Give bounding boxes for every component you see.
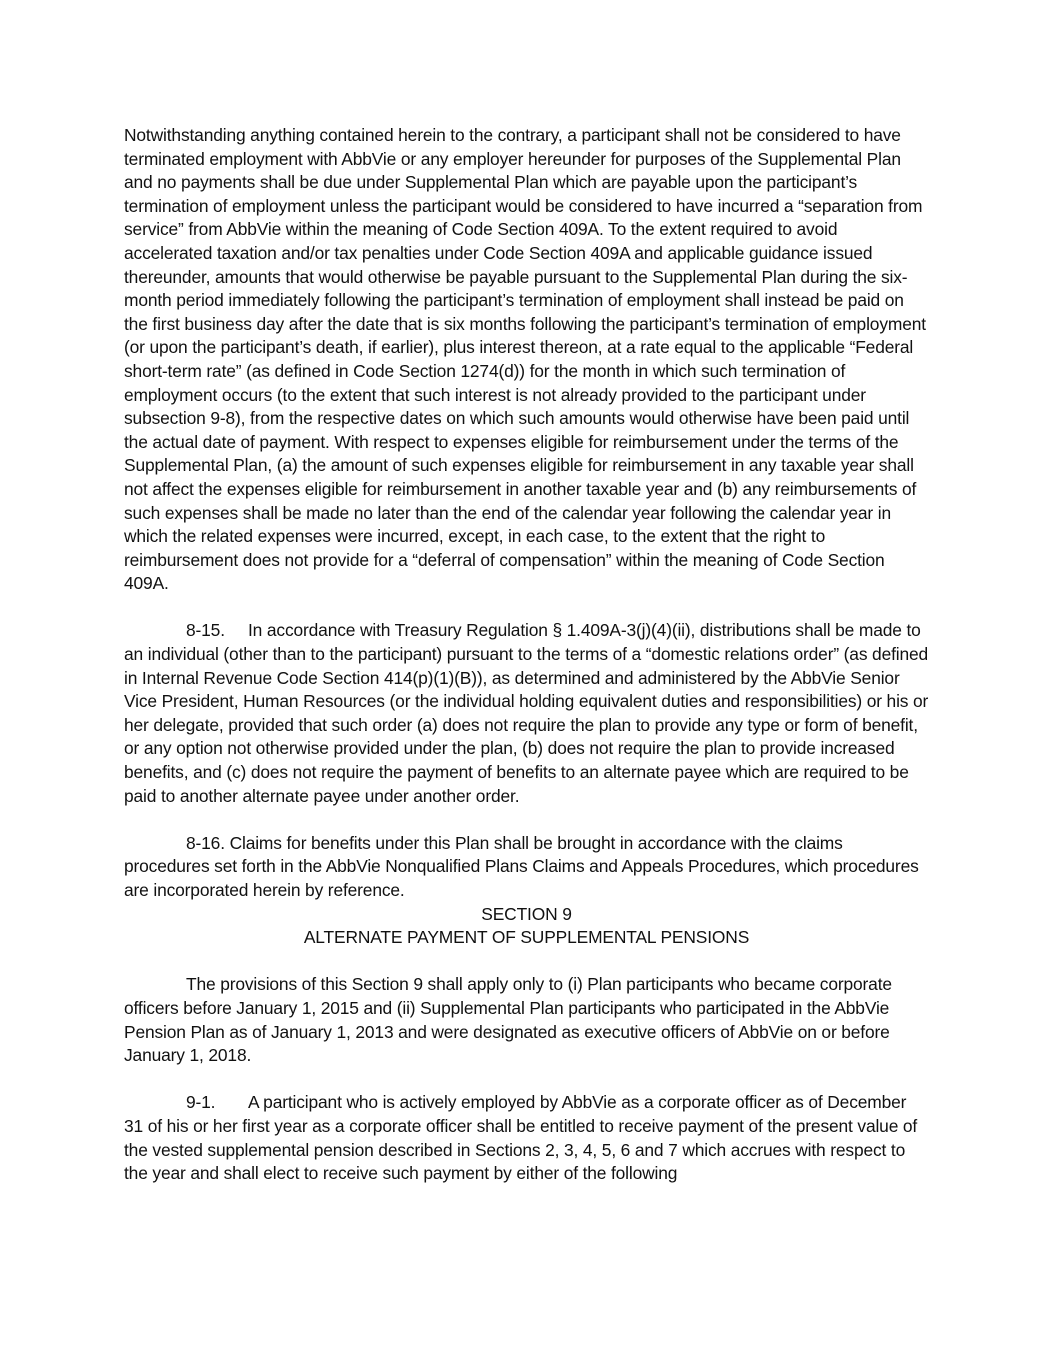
paragraph-409a-separation: Notwithstanding anything contained herein to the contrary, a participant shall not be considered to have terminated employment with AbbVie or any employer hereunder for purposes of the Supplemental Plan and no payments shall be due under Supplemental Plan which are payable upon the participant’s termination of employment unless the participant would be considered to have incurred a “separation from service” from AbbVie within the meaning of Code Section 409A. To the extent required to avoid accelerated taxation and/or tax penalties under Code Section 409A and applicable guidance issued thereunder, amounts that would otherwise be payable pursuant to the Supplemental Plan during the six-month period immediately following the participant’s termination of employment shall instead be paid on the first business day after the date that is six months following the participant’s termination of employment (or upon the participant’s death, if earlier), plus interest thereon, at a rate equal to the applicable “Federal short-term rate” (as defined in Code Section 1274(d)) for the month in which such termination of employment occurs (to the extent that such interest is not already provided to the participant under subsection 9-8), from the respective dates on which such amounts would otherwise have been paid until the actual date of payment. With respect to expenses eligible for reimbursement under the terms of the Supplemental Plan, (a) the amount of such expenses eligible for reimbursement in any taxable year shall not affect the expenses eligible for reimbursement in another taxable year and (b) any reimbursements of such expenses shall be made no later than the end of the calendar year following the calendar year in which the related expenses were incurred, except, in each case, to the extent that the right to reimbursement does not provide for a “deferral of compensation” within the meaning of Code Section 409A.: [124, 125, 926, 594]
paragraph-9-1: [124, 1091, 929, 1185]
section-9-subtitle: ALTERNATE PAYMENT OF SUPPLEMENTAL PENSIONS: [303, 927, 750, 948]
section-number-8-15: 8-15.: [186, 620, 225, 641]
paragraph-9-1-text: A participant who is actively employed by AbbVie as a corporate officer as of December 31 of his or her first year as a corporate officer shall be entitled to receive payment of the present value of the vested supplemental pension described in Sections 2, 3, 4, 5, 6 and 7 which accrues with respect to the year and shall elect to receive such payment by either of the following: [124, 1092, 918, 1184]
section-number-9-1: 9-1.: [186, 1092, 216, 1113]
paragraph-8-16: 8-16. Claims for benefits under this Plan shall be brought in accordance with the claims procedures set forth in the AbbVie Nonqualified Plans Claims and Appeals Procedures, which procedures are incorporated herein by reference.: [124, 832, 919, 900]
document-page: [124, 124, 929, 1186]
paragraph-8-15-text: In accordance with Treasury Regulation § 1.409A-3(j)(4)(ii), distributions shall be made to an individual (other than to the participant) pursuant to the terms of a “domestic relations order” (as defined in Internal Revenue Code Section 414(p)(1)(B)), as determined and administered by the AbbVie Senior Vice President, Human Resources (or the individual holding equivalent duties and responsibilities) or his or her delegate, provided that such order (a) does not require the plan to provide any type or form of benefit, or any option not otherwise provided under the plan, (b) does not require the plan to provide increased benefits, and (c) does not require the payment of benefits to an alternate payee which are required to be paid to another alternate payee under another order.: [124, 620, 929, 806]
paragraph-section-9-intro: The provisions of this Section 9 shall apply only to (i) Plan participants who became corporate officers before January 1, 2015 and (ii) Supplemental Plan participants who participated in the AbbVie Pension Plan as of January 1, 2013 and were designated as executive officers of AbbVie on or before January 1, 2018.: [124, 974, 892, 1066]
paragraph-8-15: [124, 619, 929, 808]
section-9-title: SECTION 9: [481, 903, 572, 924]
